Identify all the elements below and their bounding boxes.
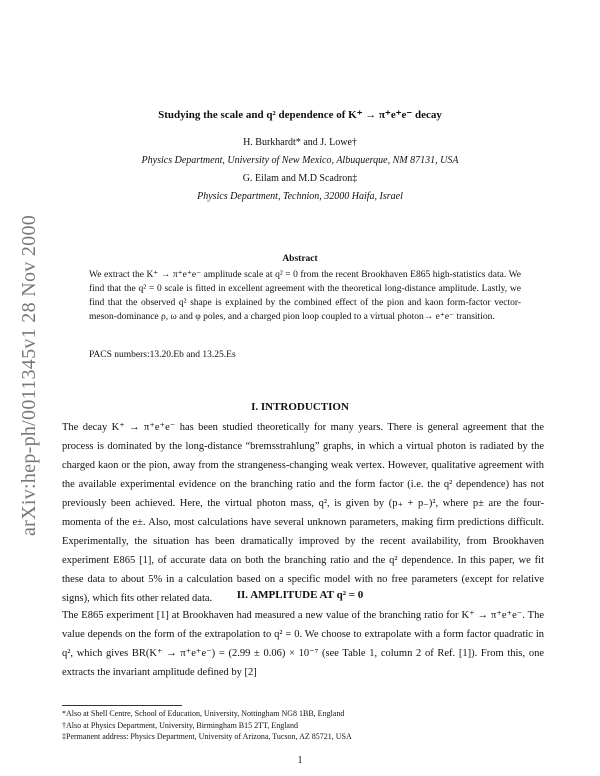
footnotes: [62, 708, 544, 743]
pacs-numbers: PACS numbers:13.20.Eb and 13.25.Es: [89, 350, 236, 360]
section-text-amplitude: The E865 experiment [1] at Brookhaven had measured a new value of the branching ratio for K⁺ → π⁺e⁺e⁻. The value depends on the form of the extrapolation to q² = 0. We choose to extrapolate with a form factor quadratic in q², which gives BR(K⁺ → π⁺e⁺e⁻) = (2.99 ± 0.06) × 10⁻⁷ (see Table 1, column 2 of Ref. [1]). From this, one extracts the invariant amplitude defined by [2]: [62, 610, 544, 678]
arxiv-sidebar-stamp: [10, 195, 50, 555]
arxiv-id: arXiv:hep-ph/0011345v1 28 Nov 2000: [18, 214, 41, 536]
authors-line-2: G. Eilam and M.D Scadron‡: [242, 173, 358, 184]
footnote-2: †Also at Physics Department, University, Birmingham B15 2TT, England: [62, 720, 298, 730]
footnote-1: *Also at Shell Centre, School of Education, University, Nottingham NG8 1BB, England: [62, 709, 345, 718]
section-heading-introduction: I. INTRODUCTION: [251, 401, 349, 413]
paper-title: Studying the scale and q² dependence of K⁺ → π⁺e⁺e⁻ decay: [158, 109, 442, 121]
footnote-rule: [62, 705, 182, 706]
page-number: 1: [297, 755, 303, 766]
footnote-3: ‡Permanent address: Physics Department, University of Arizona, Tucson, AZ 85721, USA: [62, 732, 352, 741]
authors-line-1: H. Burkhardt* and J. Lowe†: [243, 137, 357, 148]
affiliation-line-1: Physics Department, University of New Mexico, Albuquerque, NM 87131, USA: [141, 155, 459, 166]
abstract-heading: Abstract: [282, 254, 318, 264]
abstract-text: We extract the K⁺ → π⁺e⁺e⁻ amplitude scale at q² = 0 from the recent Brookhaven E865 high-statistics data. We find that the q² = 0 scale is fitted in excellent agreement with the theoretical long-distance amplitude. Lastly, we find that the observed q² shape is explained by the combined effect of the pion and kaon form-factor vector-meson-dominance ρ, ω and φ poles, and a charged pion loop coupled to a virtual photon→ e⁺e⁻ transition.: [89, 270, 521, 322]
section-heading-amplitude: II. AMPLITUDE AT q² = 0: [236, 589, 364, 601]
affiliation-line-2: Physics Department, Technion, 32000 Haifa, Israel: [197, 191, 403, 202]
section-text-introduction: The decay K⁺ → π⁺e⁺e⁻ has been studied theoretically for many years. There is general agreement that the process is dominated by the long-distance “bremsstrahlung” graphs, in which a virtual photon is radiated by the charged kaon or the pion, away from the strangeness-changing weak vertex. However, qualitative agreement with the available experimental evidence on the branching ratio and the form factor (i.e. the q² dependence) has not previously been achieved. Here, the virtual photon mass, q², is given by (p₊ + p₋)², where p± are the four-momenta of the e±. Also, most calculations have several unknown parameters, making firm predictions difficult. Experimentally, the situation has been dramatically improved by the recent availability, from Brookhaven experiment E865 [1], of accurate data on both the branching ratio and the q² dependence. In this paper, we fit these data to about 5% in a calculation based on a specific model with no free parameters (except for relative signs), which fits other related data.: [62, 422, 544, 604]
